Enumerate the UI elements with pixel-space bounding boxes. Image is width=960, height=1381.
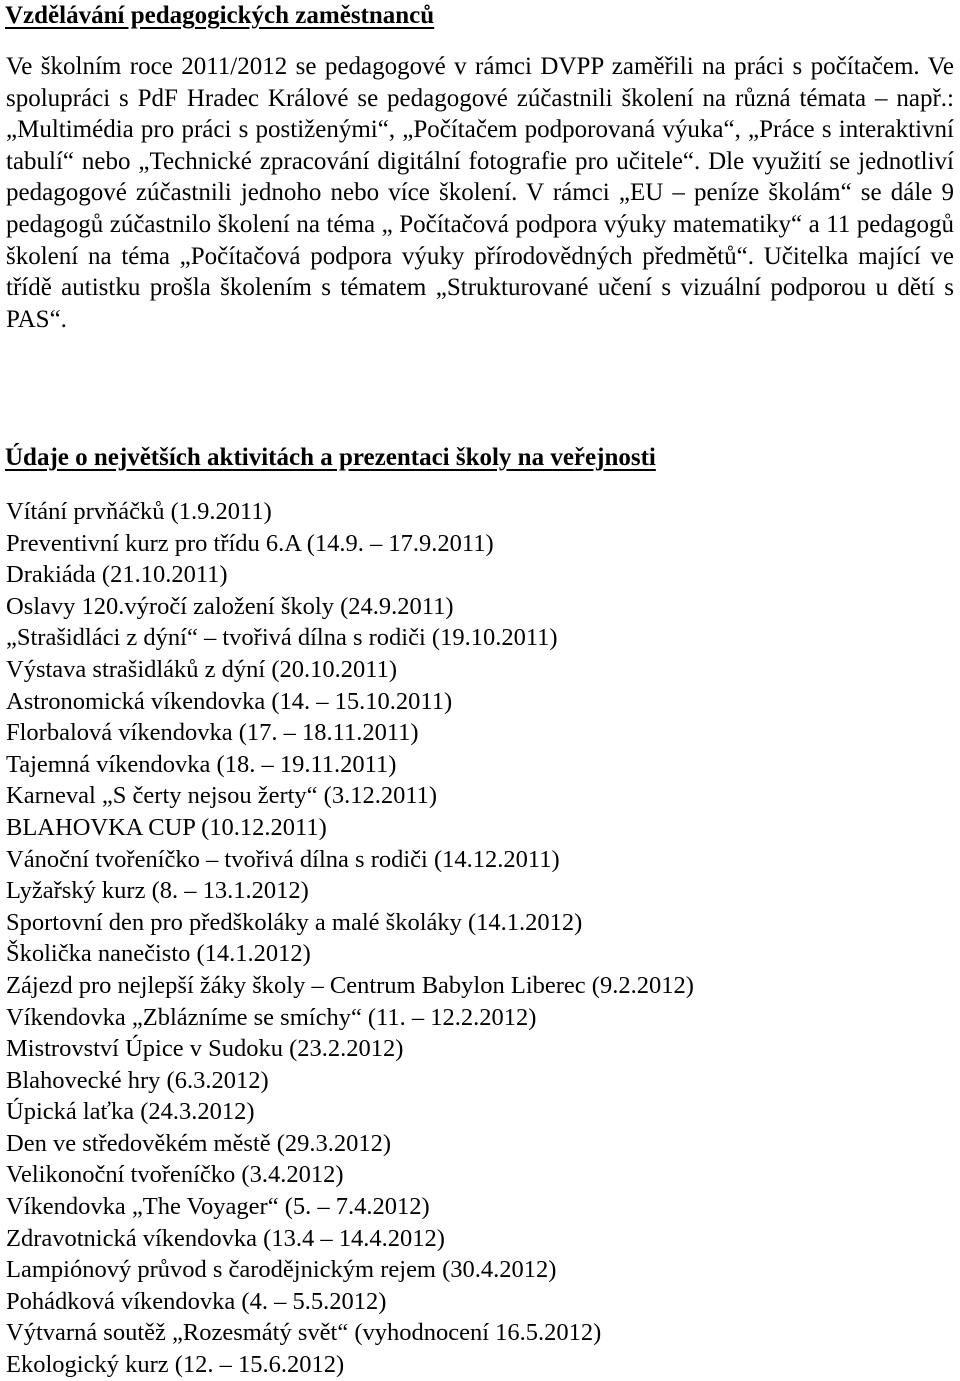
activities-list — [6, 496, 694, 1381]
list-item: Výstava strašidláků z dýní (20.10.2011) — [6, 655, 398, 683]
list-item: Tajemná víkendovka (18. – 19.11.2011) — [6, 750, 397, 778]
list-item: Lyžařský kurz (8. – 13.1.2012) — [6, 877, 309, 905]
list-item: Sportovní den pro předškoláky a malé školáky (14.1.2012) — [6, 908, 583, 936]
list-item: Vánoční tvořeníčko – tvořivá dílna s rodiči (14.12.2011) — [6, 845, 560, 873]
list-item: Mistrovství Úpice v Sudoku (23.2.2012) — [6, 1035, 404, 1063]
list-item: Blahovecké hry (6.3.2012) — [6, 1066, 269, 1094]
list-item: Ekologický kurz (12. – 15.6.2012) — [6, 1351, 345, 1379]
list-item: Pohádková víkendovka (4. – 5.5.2012) — [6, 1287, 387, 1315]
list-item: Den ve středověkém městě (29.3.2012) — [6, 1129, 392, 1157]
list-item: Výtvarná soutěž „Rozesmátý svět“ (vyhodnocení 16.5.2012) — [6, 1319, 602, 1347]
list-item: Drakiáda (21.10.2011) — [6, 561, 228, 589]
list-item: Preventivní kurz pro třídu 6.A (14.9. – 17.9.2011) — [6, 529, 494, 557]
list-item: Florbalová víkendovka (17. – 18.11.2011) — [6, 719, 419, 747]
section-heading-teacher-training: Vzdělávání pedagogických zaměstnanců — [5, 2, 435, 29]
list-item: Karneval „S čerty nejsou žerty“ (3.12.2011) — [6, 782, 438, 810]
list-item: BLAHOVKA CUP (10.12.2011) — [6, 813, 327, 841]
list-item: Vítání prvňáčků (1.9.2011) — [6, 498, 272, 525]
list-item: Víkendovka „The Voyager“ (5. – 7.4.2012) — [6, 1193, 430, 1221]
section-heading-school-activities: Údaje o největších aktivitách a prezentaci školy na veřejnosti — [5, 444, 656, 471]
list-item: Oslavy 120.výročí založení školy (24.9.2011) — [6, 592, 454, 620]
list-item: Zájezd pro nejlepší žáky školy – Centrum Babylon Liberec (9.2.2012) — [6, 971, 694, 999]
list-item: Velikonoční tvořeníčko (3.4.2012) — [6, 1161, 344, 1189]
list-item: Astronomická víkendovka (14. – 15.10.2011) — [6, 687, 453, 715]
list-item: Lampiónový průvod s čarodějnickým rejem (30.4.2012) — [6, 1256, 557, 1284]
list-item: Zdravotnická víkendovka (13.4 – 14.4.2012) — [6, 1224, 445, 1252]
list-item: Úpická laťka (24.3.2012) — [6, 1098, 255, 1126]
teacher-training-paragraph: Ve školním roce 2011/2012 se pedagogové v rámci DVPP zaměřili na práci s počítačem. Ve spolupráci s PdF Hradec Králové se pedagogové zúčastnili školení na různá témata – např.: „Multimédia pro práci s postiženými“, „Počítačem podporovaná výuka“, „Práce s interaktivní tabulí“ nebo „Technické zpracování digitální fotografie pro učitele“. Dle využití se jednotliví pedagogové zúčastnili jednoho nebo více školení. V rámci „EU – peníze školám“ se dále 9 pedagogů zúčastnilo školení na téma „ Počítačová podpora výuky matematiky“ a 11 pedagogů školení na téma „Počítačová podpora výuky přírodovědných předmětů“. Učitelka mající ve třídě autistku prošla školením s tématem „Strukturované učení s vizuální podporou u dětí s PAS“. — [6, 53, 954, 333]
list-item: Školička nanečisto (14.1.2012) — [6, 940, 311, 968]
list-item: „Strašidláci z dýní“ – tvořivá dílna s rodiči (19.10.2011) — [6, 624, 558, 652]
list-item: Víkendovka „Zblázníme se smíchy“ (11. – 12.2.2012) — [6, 1003, 537, 1031]
